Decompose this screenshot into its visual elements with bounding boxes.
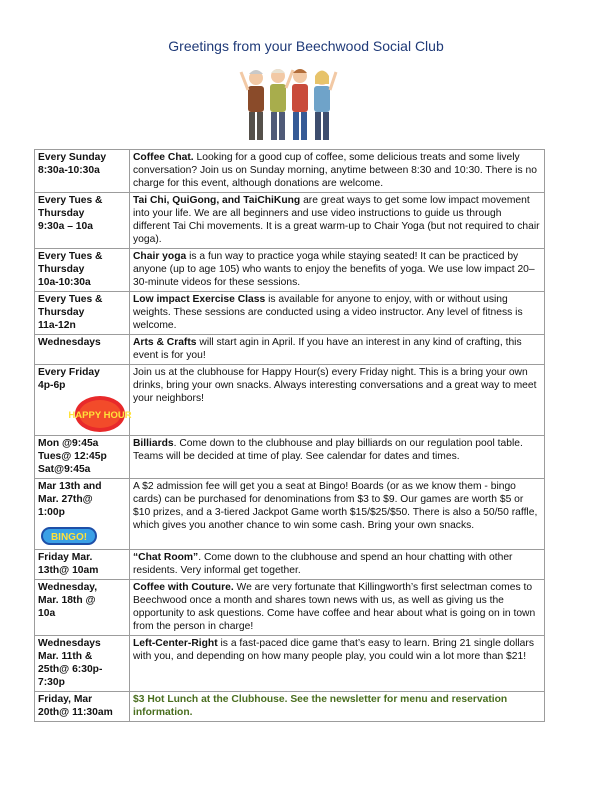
table-row [35, 292, 545, 335]
event-description: Join us at the clubhouse for Happy Hour(s) every Friday night. This is a bring your own drinks, bring your own snacks. Always interesting conversations and a great way to meet your neighbors! [130, 365, 545, 436]
table-row [35, 550, 545, 580]
table-row [35, 636, 545, 692]
event-description: $3 Hot Lunch at the Clubhouse. See the newsletter for menu and reservation information. [130, 692, 545, 722]
table-row [35, 365, 545, 436]
event-description: Low impact Exercise Class is available for anyone to enjoy, with or without using weights. These sessions are conducted using a video instructor. Any level of fitness is welcome. [130, 292, 545, 335]
table-row [35, 580, 545, 636]
event-description: Arts & Crafts will start agin in April. If you have an interest in any kind of crafting, this event is for you! [130, 335, 545, 365]
event-time: Every Friday 4p-6p HAPPY HOUR [35, 365, 130, 436]
table-row [35, 479, 545, 550]
event-time: Every Tues & Thursday 10a-10:30a [35, 249, 130, 292]
event-description: A $2 admission fee will get you a seat at Bingo! Boards (or as we know them - bingo cards) can be purchased for denominations from $3 to $9. Our games are worth $5 or $10 prizes, and a 3-tiered Jackpot Game worth $15/$25/$50. There is also a 50/50 raffle, which gives you another chance to win some cash. Bring your own snacks. [130, 479, 545, 550]
events-table [34, 149, 545, 722]
event-time: Every Tues & Thursday 11a-12n [35, 292, 130, 335]
event-description: Left-Center-Right is a fast-paced dice game that’s easy to learn. Bring 21 single dollars with you, and depending on how many people play, you could win a lot more than $21! [130, 636, 545, 692]
event-description: Tai Chi, QuiGong, and TaiChiKung are great ways to get some low impact movement into your life. We are all beginners and use video instructions to guide us through different Tai Chi movements. It is a great warm-up to Chair Yoga (but not required to chair yoga). [130, 193, 545, 249]
event-description: Chair yoga is a fun way to practice yoga while staying seated! It can be practiced by anyone (up to age 105) who wants to enjoy the benefits of yoga. We use low impact 20–30-minute videos for these sessions. [130, 249, 545, 292]
event-time: Wednesdays Mar. 11th & 25th@ 6:30p- 7:30p [35, 636, 130, 692]
event-time: Wednesdays [35, 335, 130, 365]
event-time: Every Tues & Thursday 9:30a – 10a [35, 193, 130, 249]
table-row [35, 193, 545, 249]
people-illustration [238, 62, 338, 146]
event-time: Mar 13th and Mar. 27th@ 1:00p BINGO! [35, 479, 130, 550]
event-description: “Chat Room”. Come down to the clubhouse and spend an hour chatting with other residents. Very informal get together. [130, 550, 545, 580]
happy-hour-badge [68, 395, 132, 433]
table-row [35, 150, 545, 193]
table-row [35, 335, 545, 365]
table-row [35, 692, 545, 722]
event-description: Billiards. Come down to the clubhouse and play billiards on our regulation pool table. Teams will be decided at time of play. See calendar for dates and times. [130, 436, 545, 479]
event-time: Mon @9:45a Tues@ 12:45p Sat@9:45a [35, 436, 130, 479]
bingo-badge [40, 525, 98, 547]
table-row [35, 436, 545, 479]
event-time: Friday, Mar 20th@ 11:30am [35, 692, 130, 722]
page-title: Greetings from your Beechwood Social Club [168, 38, 444, 54]
happy-hour-badge-text: HAPPY HOUR [68, 410, 132, 421]
event-time: Every Sunday 8:30a-10:30a [35, 150, 130, 193]
bingo-badge-text: BINGO! [50, 532, 88, 543]
event-description: Coffee with Couture. We are very fortunate that Killingworth’s first selectman comes to Beechwood once a month and shares town news with us, as well as giving us the opportunity to ask questions. Come have coffee and hear about what is going on in town from the person in charge! [130, 580, 545, 636]
table-row [35, 249, 545, 292]
event-time: Friday Mar. 13th@ 10am [35, 550, 130, 580]
event-description: Coffee Chat. Looking for a good cup of coffee, some delicious treats and some lively conversation? Join us on Sunday morning, anytime between 8:30 and 10:30. There is no charge for this event, although donations are welcome. [130, 150, 545, 193]
event-time: Wednesday, Mar. 18th @ 10a [35, 580, 130, 636]
